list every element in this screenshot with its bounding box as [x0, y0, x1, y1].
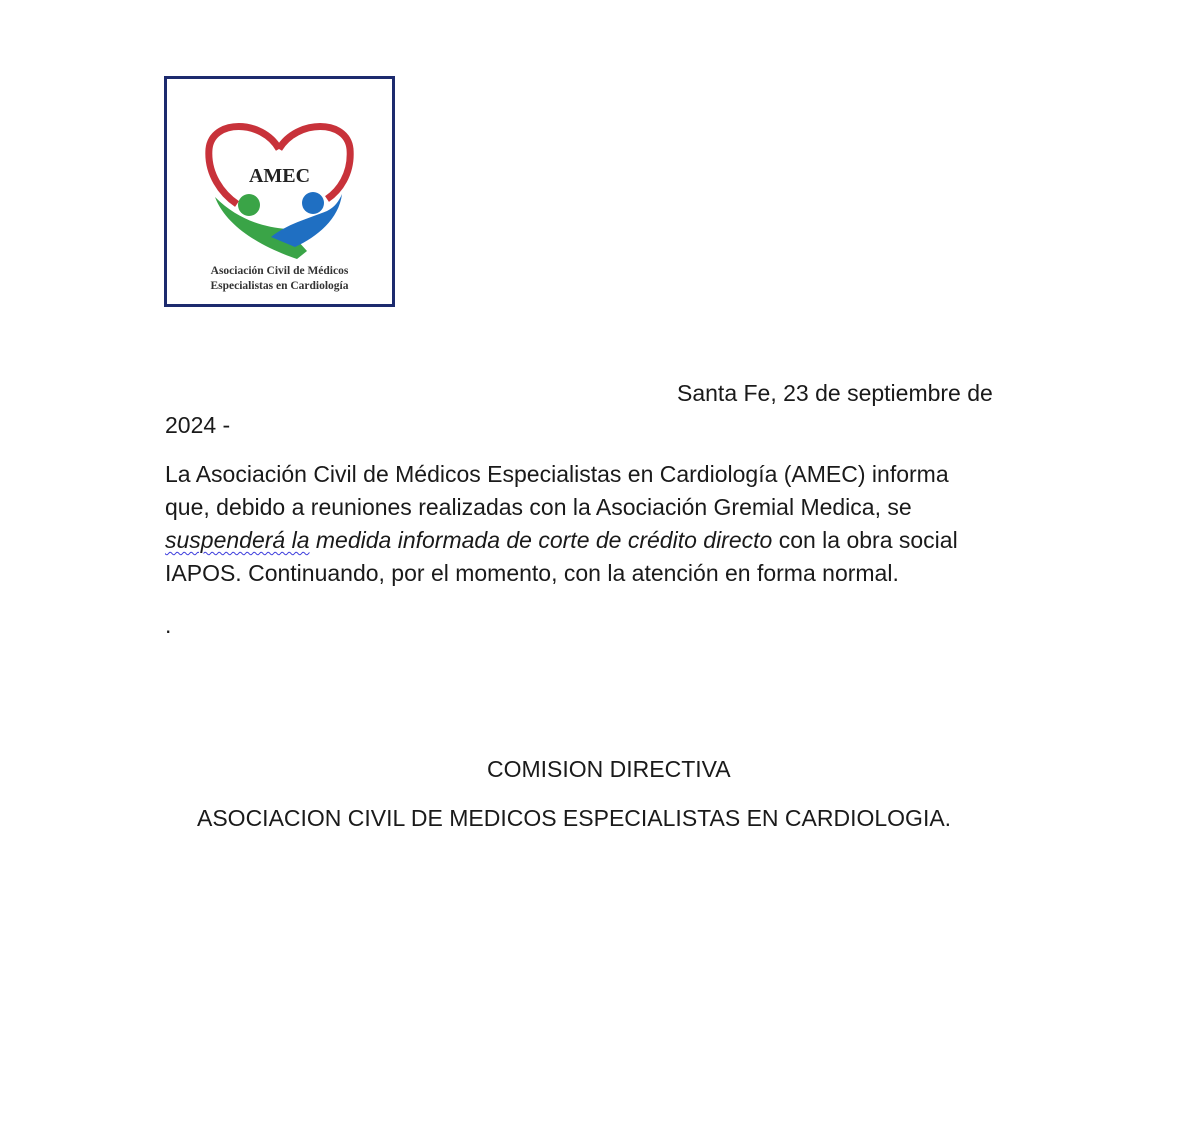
italic-text: medida informada de corte de crédito directo [309, 527, 773, 553]
body-line-1: La Asociación Civil de Médicos Especialistas en Cardiología (AMEC) informa [165, 461, 949, 487]
date-line-2: 2024 - [165, 412, 231, 438]
body-line-2: que, debido a reuniones realizadas con la Asociación Gremial Medica, se [165, 494, 912, 520]
amec-logo [164, 76, 395, 307]
body-dot: . [165, 612, 172, 638]
logo-subtitle-1: Asociación Civil de Médicos [210, 265, 349, 277]
misspelled-text: suspenderá la [165, 527, 310, 553]
date-line-1: Santa Fe, 23 de septiembre de [677, 380, 993, 406]
signature-line-1: COMISION DIRECTIVA [487, 756, 731, 782]
body-line-3 [165, 525, 958, 555]
logo-subtitle-2: Especialistas en Cardiología [210, 280, 349, 292]
signature-line-2: ASOCIACION CIVIL DE MEDICOS ESPECIALISTAS EN CARDIOLOGIA. [197, 805, 952, 831]
body-line-4: IAPOS. Continuando, por el momento, con la atención en forma normal. [165, 560, 899, 586]
body-text: con la obra social [772, 527, 958, 553]
logo-acronym: AMEC [248, 165, 311, 187]
